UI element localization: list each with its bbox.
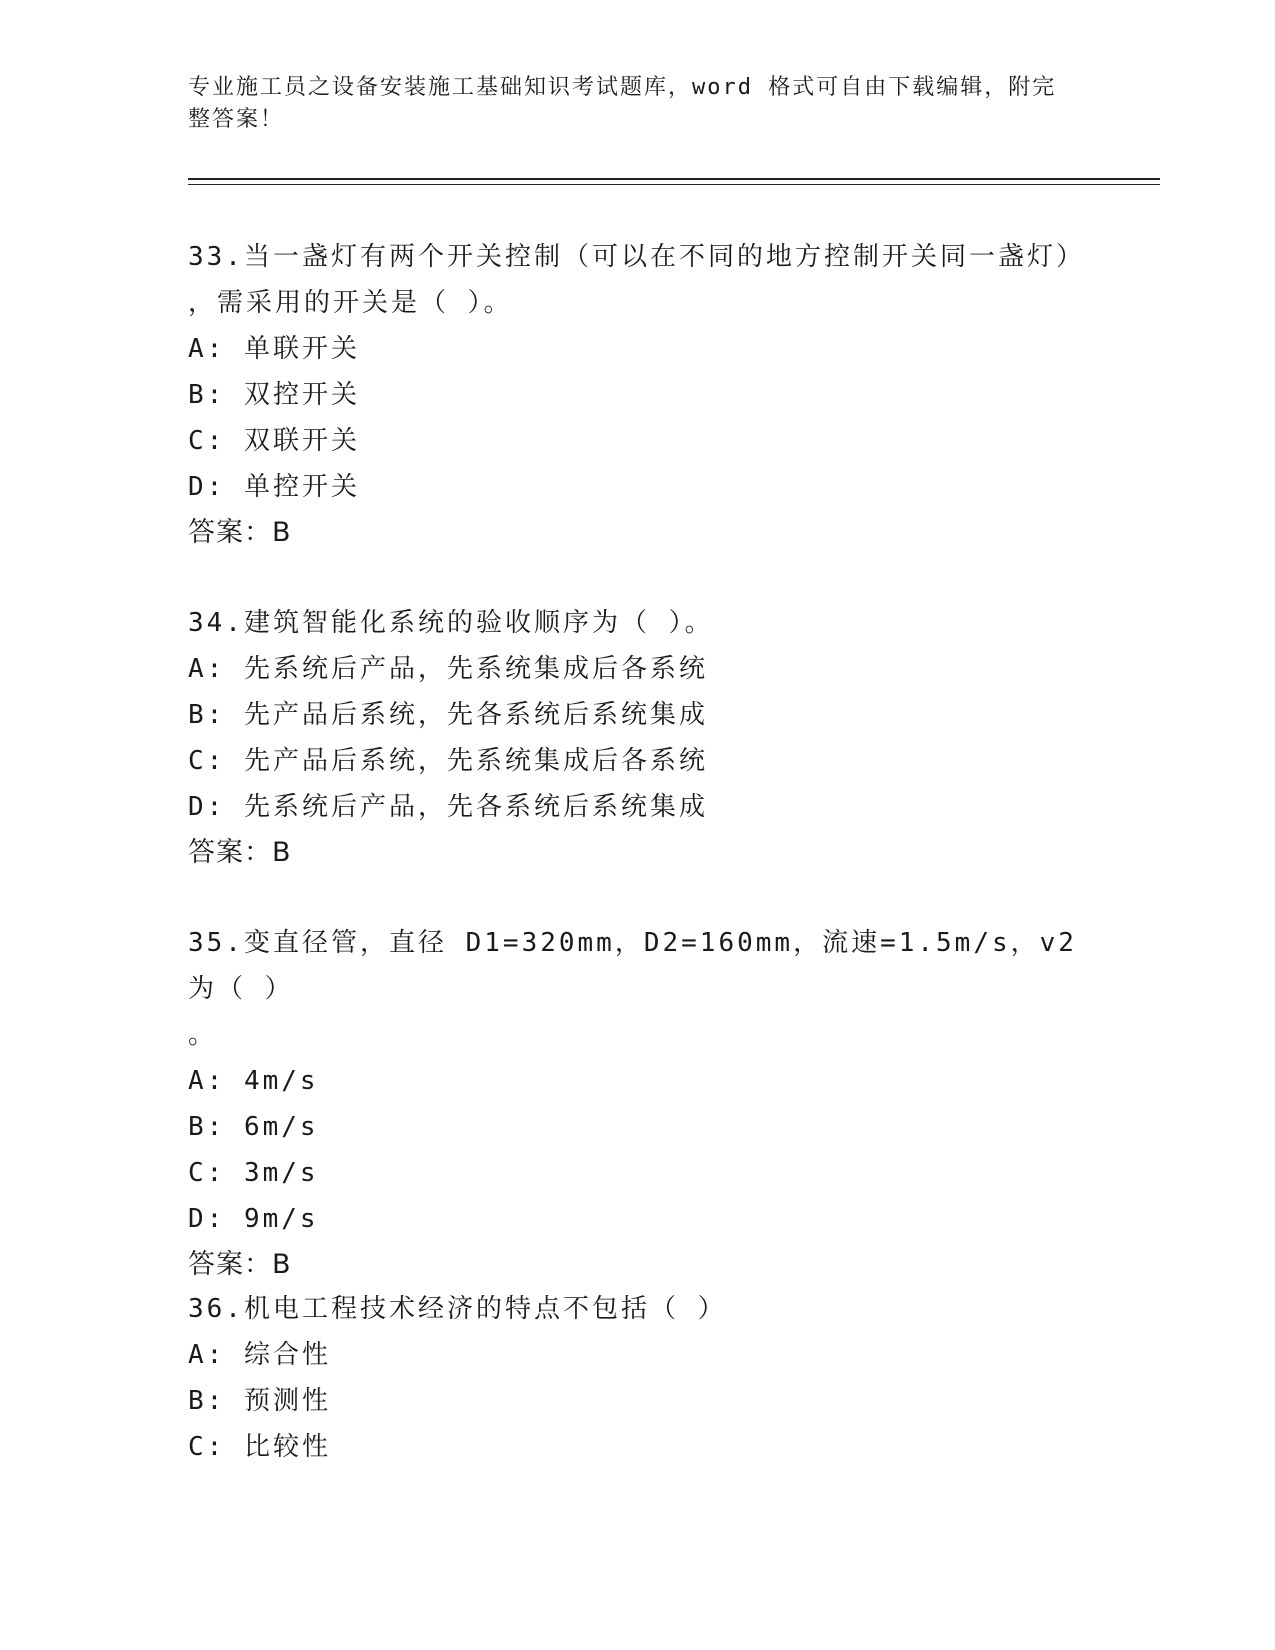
header-line-1: 专业施工员之设备安装施工基础知识考试题库，word 格式可自由下载编辑，附完 <box>188 75 1057 100</box>
option-b: B: 预测性 <box>188 1386 331 1416</box>
option-b: B: 6m/s <box>188 1112 319 1142</box>
option-c: C: 先产品后系统，先系统集成后各系统 <box>188 746 708 776</box>
answer: 答案：B <box>188 517 292 548</box>
question-34 <box>188 600 1088 876</box>
answer: 答案：B <box>188 837 292 868</box>
option-d: D: 单控开关 <box>188 472 360 502</box>
option-c: C: 比较性 <box>188 1432 331 1462</box>
header-divider-bottom <box>188 184 1160 185</box>
document-header <box>188 72 1068 136</box>
question-stem-continued: ，需采用的开关是（ ）。 <box>188 288 513 318</box>
question-36 <box>188 1286 1088 1470</box>
question-stem: 33.当一盏灯有两个开关控制（可以在不同的地方控制开关同一盏灯） <box>188 242 1085 272</box>
option-b: B: 双控开关 <box>188 380 360 410</box>
answer: 答案：B <box>188 1249 292 1280</box>
header-line-2: 整答案！ <box>188 107 285 132</box>
option-d: D: 先系统后产品，先各系统后系统集成 <box>188 792 708 822</box>
option-a: A: 综合性 <box>188 1340 331 1370</box>
question-stem-continued: 。 <box>188 1020 218 1050</box>
option-d: D: 9m/s <box>188 1204 319 1234</box>
question-stem: 36.机电工程技术经济的特点不包括（ ） <box>188 1294 727 1324</box>
question-stem: 35.变直径管，直径 D1=320mm，D2=160mm，流速=1.5m/s，v2 为（ ） <box>188 928 1096 1004</box>
question-33 <box>188 234 1088 556</box>
option-c: C: 双联开关 <box>188 426 360 456</box>
question-35 <box>188 920 1096 1288</box>
option-a: A: 单联开关 <box>188 334 360 364</box>
option-a: A: 4m/s <box>188 1066 319 1096</box>
option-b: B: 先产品后系统，先各系统后系统集成 <box>188 700 708 730</box>
option-a: A: 先系统后产品，先系统集成后各系统 <box>188 654 708 684</box>
option-c: C: 3m/s <box>188 1158 319 1188</box>
question-stem: 34.建筑智能化系统的验收顺序为（ ）。 <box>188 608 714 638</box>
header-divider-top <box>188 178 1160 180</box>
